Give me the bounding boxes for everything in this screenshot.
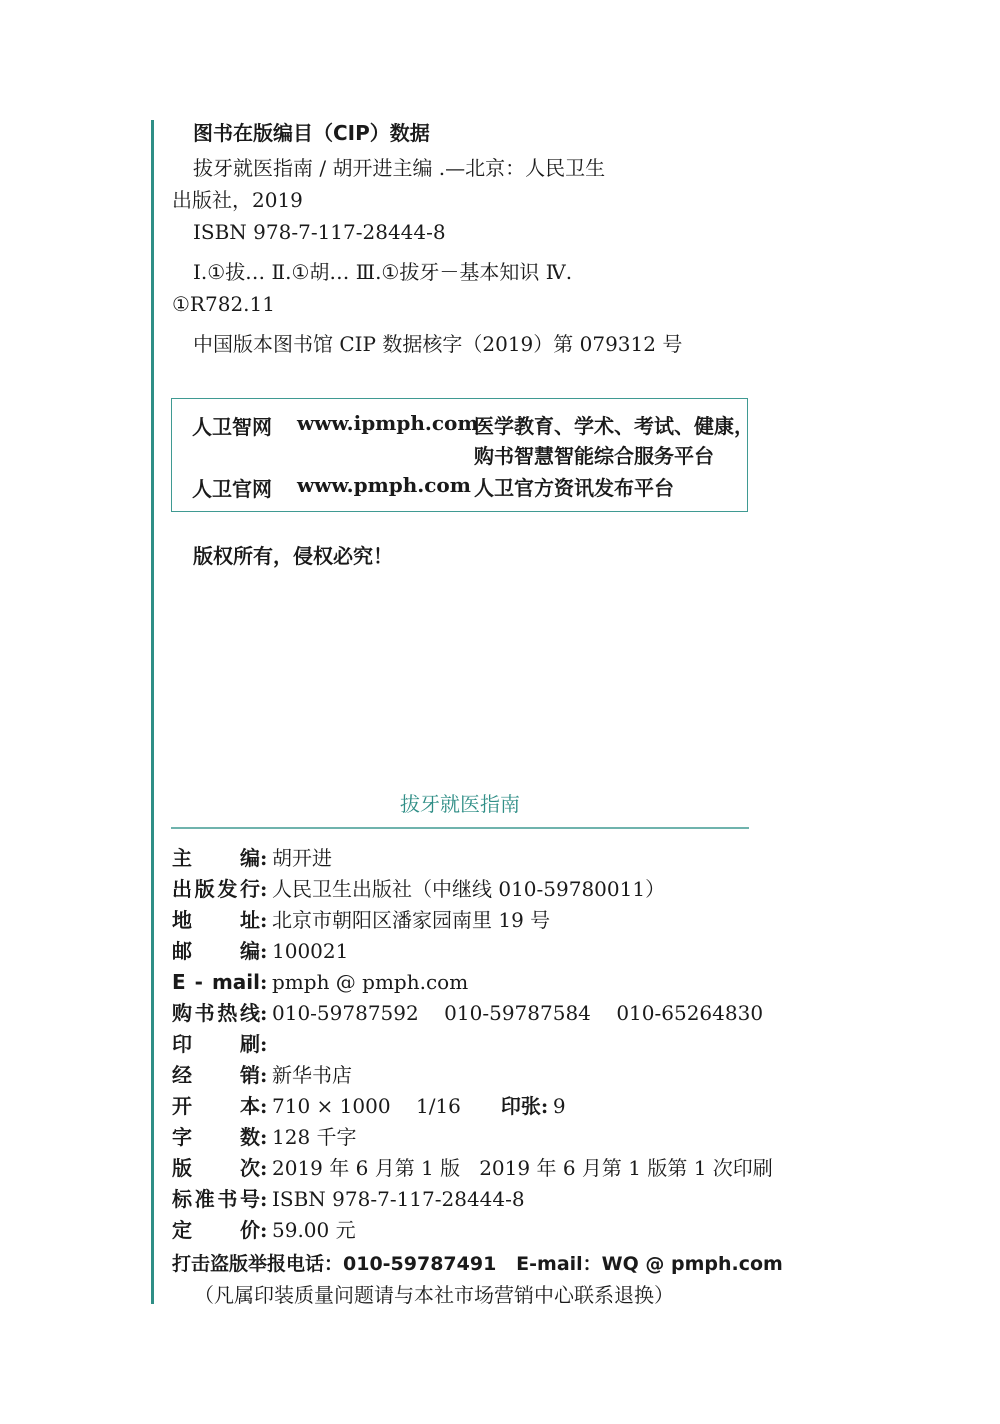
website-url[interactable]: www.ipmph.com [297,411,479,435]
info-value: 100021 [272,939,349,963]
info-extra-value: 9 [552,1094,566,1118]
cip-title: 图书在版编目（CIP）数据 [193,121,430,145]
info-row-price: 定 价: 59.00 元 [172,1215,772,1246]
website-desc-line-2: 购书智慧智能综合服务平台 [474,444,714,468]
info-value: 人民卫生出版社（中继线 010-59780011） [272,877,666,901]
website-name: 人卫智网 [192,415,272,439]
info-row-hotline: 购书热线: 010-59787592 010-59787584 010-65264830 [172,998,772,1029]
info-label: 定 价 [172,1218,260,1242]
info-row-printer: 印 刷: [172,1029,772,1060]
info-label: 地 址 [172,908,260,932]
info-value: 59.00 元 [272,1218,356,1242]
info-label: 字 数 [172,1125,260,1149]
copyright-notice: 版权所有，侵权必究！ [193,544,393,568]
piracy-hotline: 打击盗版举报电话：010-59787491 E-mail：WQ @ pmph.com [172,1253,783,1275]
info-row-wordcount: 字 数: 128 千字 [172,1122,772,1153]
website-url[interactable]: www.pmph.com [297,473,471,497]
book-title: 拔牙就医指南 [400,792,520,816]
info-label: 版 次 [172,1156,260,1180]
cip-classification-2: ①R782.11 [172,292,275,316]
cip-number: 中国版本图书馆 CIP 数据核字（2019）第 079312 号 [193,332,683,356]
cip-line-1: 拔牙就医指南 / 胡开进主编 .—北京：人民卫生 [193,156,606,180]
info-value: 010-59787592 010-59787584 010-65264830 [272,1001,764,1025]
returns-notice: （凡属印装质量问题请与本社市场营销中心联系退换） [194,1283,674,1307]
info-row-distributor: 经 销: 新华书店 [172,1060,772,1091]
info-value: 128 千字 [272,1125,357,1149]
cip-block [172,118,753,360]
info-label: 邮 编 [172,939,260,963]
info-row-edition: 版 次: 2019 年 6 月第 1 版 2019 年 6 月第 1 版第 1 次印刷 [172,1153,772,1184]
info-row-address: 地 址: 北京市朝阳区潘家园南里 19 号 [172,905,772,936]
website-name: 人卫官网 [192,477,272,501]
info-label: 标准书号 [172,1187,260,1211]
info-value: 北京市朝阳区潘家园南里 19 号 [272,908,551,932]
info-row-postcode: 邮 编: 100021 [172,936,772,967]
website-box [171,398,754,512]
info-row-publisher: 出版发行: 人民卫生出版社（中继线 010-59780011） [172,874,772,905]
info-label: E - mail [172,970,260,994]
info-label: 主 编 [172,846,260,870]
info-label: 出版发行 [172,877,260,901]
info-value: pmph @ pmph.com [272,970,469,994]
info-value: 新华书店 [272,1063,352,1087]
info-label: 开 本 [172,1094,260,1118]
cip-isbn: ISBN 978-7-117-28444-8 [193,220,446,244]
info-label: 印 刷 [172,1032,260,1056]
cip-line-2: 出版社，2019 [172,188,303,212]
info-label: 购书热线 [172,1001,260,1025]
info-value: 胡开进 [272,846,332,870]
cip-classification-1: Ⅰ.①拔… Ⅱ.①胡… Ⅲ.①拔牙－基本知识 Ⅳ. [193,260,573,284]
title-divider [171,827,749,829]
info-value: 710 × 1000 1/16 [272,1094,461,1118]
info-value: ISBN 978-7-117-28444-8 [272,1187,525,1211]
publication-info [172,843,783,1310]
info-label: 经 销 [172,1063,260,1087]
info-row-editor: 主 编: 胡开进 [172,843,772,874]
website-desc-line-1: 医学教育、学术、考试、健康， [474,414,754,438]
info-extra-label: 印张 [500,1094,541,1118]
info-row-email: E - mail: pmph @ pmph.com [172,967,772,998]
website-desc [474,411,754,471]
info-row-format: 开 本: 710 × 1000 1/16 印张: 9 [172,1091,772,1122]
info-value: 2019 年 6 月第 1 版 2019 年 6 月第 1 版第 1 次印刷 [272,1156,773,1180]
info-row-isbn: 标准书号: ISBN 978-7-117-28444-8 [172,1184,772,1215]
website-desc: 人卫官方资讯发布平台 [474,476,674,500]
left-margin-rule [151,120,154,1304]
